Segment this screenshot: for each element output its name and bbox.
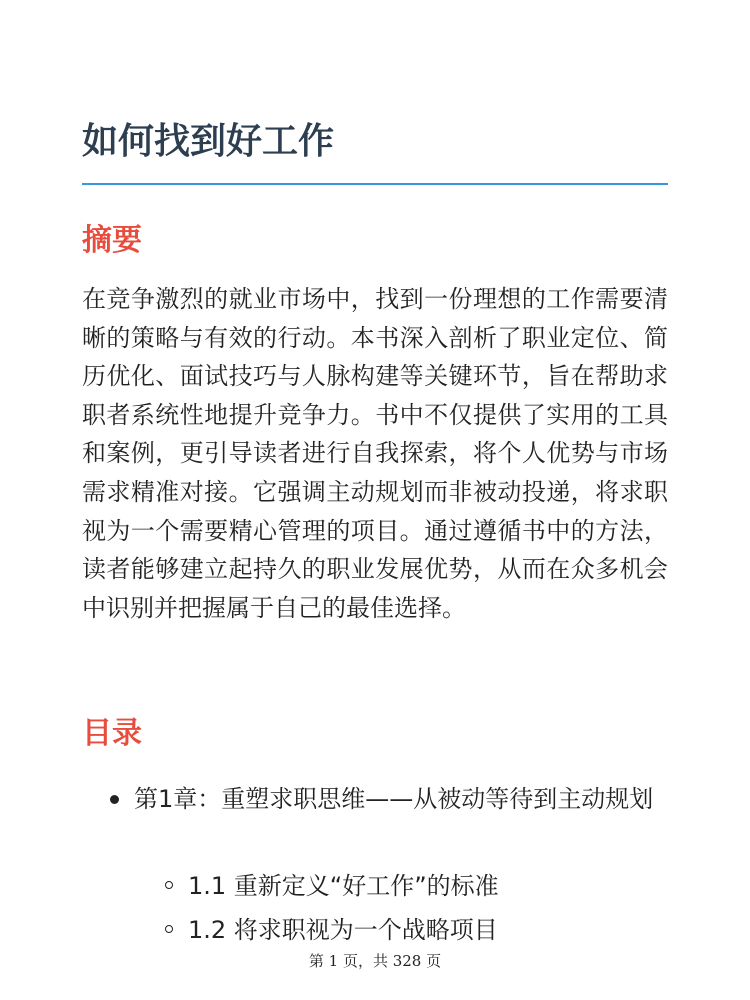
- document-title: 如何找到好工作: [82, 121, 335, 162]
- toc-section-label: 1.2 将求职视为一个战略项目: [188, 916, 498, 944]
- toc-sub-list: [82, 864, 668, 952]
- toc-chapter-item[interactable]: [82, 780, 668, 818]
- toc-section-item[interactable]: [82, 864, 668, 908]
- toc-list: [82, 780, 668, 818]
- bullet-disc-icon: [110, 795, 119, 804]
- toc-section-item[interactable]: [82, 908, 668, 952]
- abstract-body: 在竞争激烈的就业市场中，找到一份理想的工作需要清晰的策略与有效的行动。本书深入剖析了职业定位、简历优化、面试技巧与人脉构建等关键环节，旨在帮助求职者系统性地提升竞争力。书中不仅提供了实用的工具和案例，更引导读者进行自我探索，将个人优势与市场需求精准对接。它强调主动规划而非被动投递，将求职视为一个需要精心管理的项目。通过遵循书中的方法，读者能够建立起持久的职业发展优势，从而在众多机会中识别并把握属于自己的最佳选择。: [82, 285, 668, 622]
- toc-chapter-label: 第1章：重塑求职思维——从被动等待到主动规划: [134, 785, 654, 813]
- toc-section-label: 1.1 重新定义“好工作”的标准: [188, 872, 499, 900]
- toc-heading: 目录: [82, 716, 142, 751]
- bullet-circle-icon: [165, 881, 173, 889]
- abstract-heading: 摘要: [82, 223, 142, 258]
- title-divider: [82, 183, 668, 185]
- page-footer: 第 1 页，共 328 页: [308, 952, 442, 970]
- bullet-circle-icon: [165, 925, 173, 933]
